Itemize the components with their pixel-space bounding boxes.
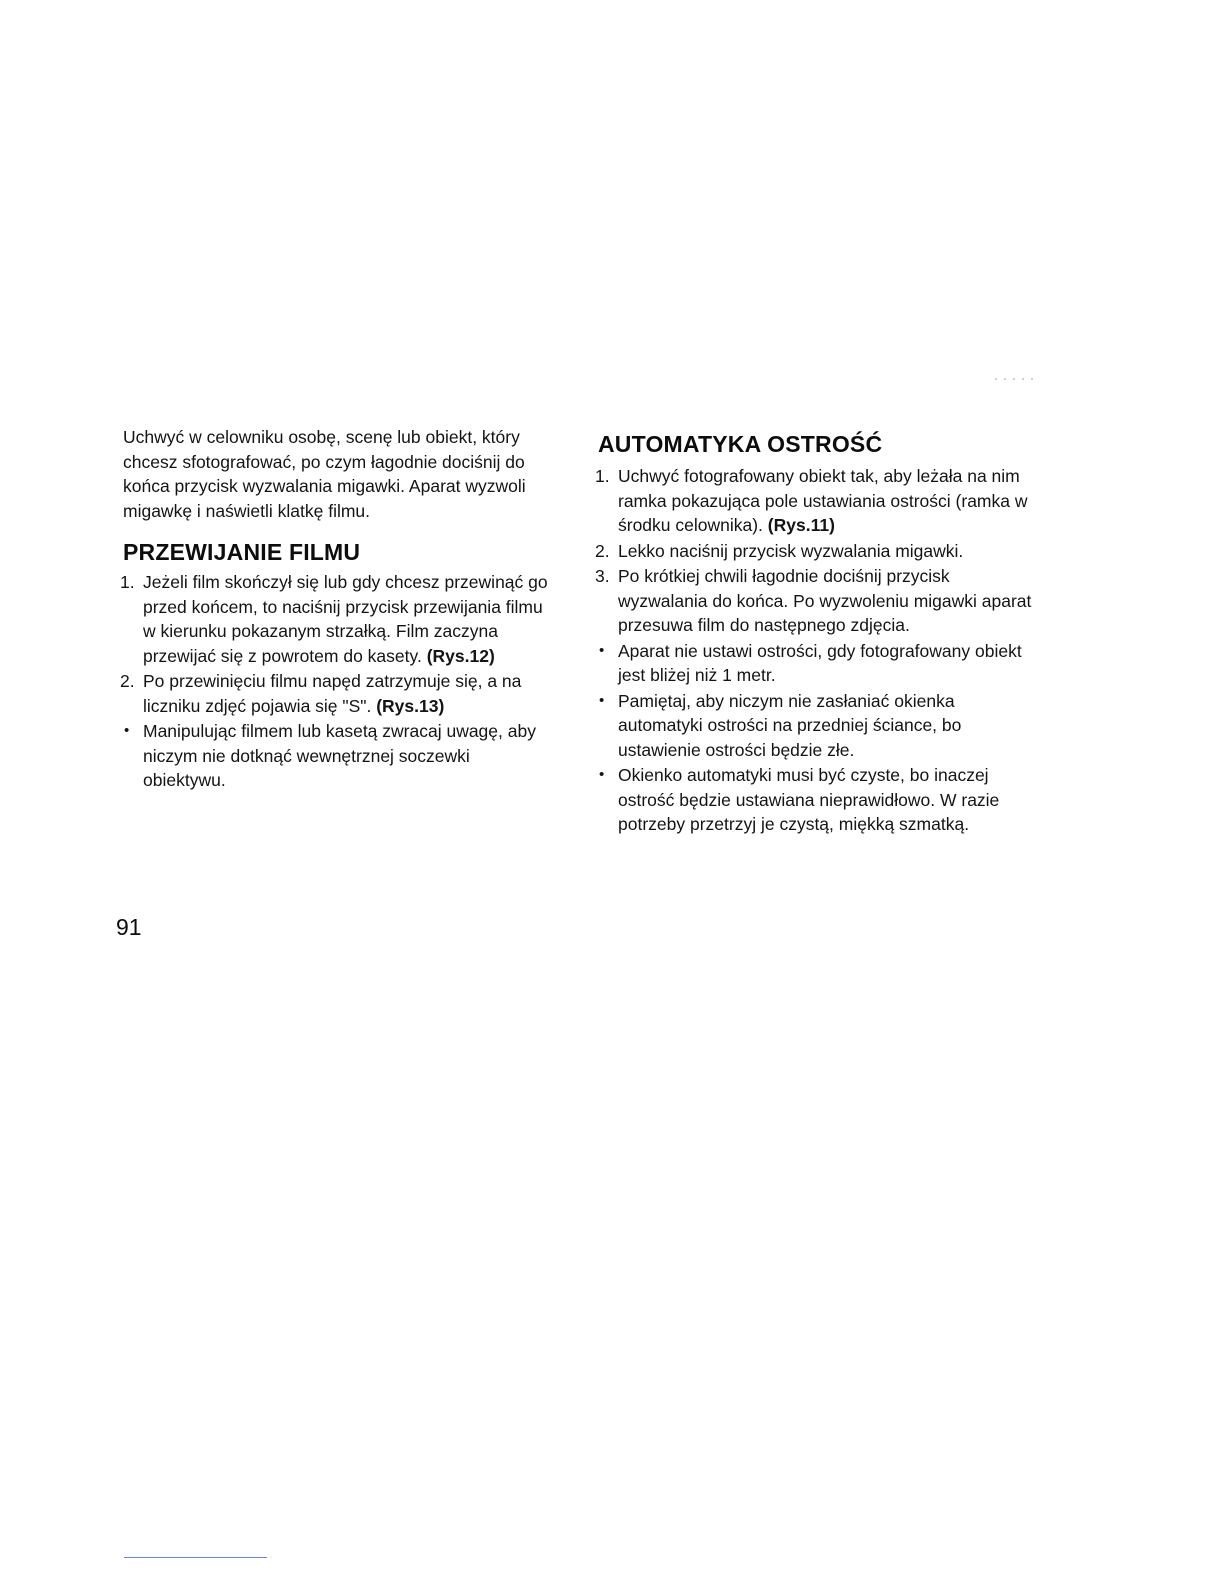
list-item-text: Po przewinięciu filmu napęd zatrzymuje się, a na liczniku zdjęć pojawia się "S". bbox=[143, 671, 522, 716]
rewind-list bbox=[120, 570, 553, 793]
list-item bbox=[595, 539, 1038, 564]
list-item-text: Pamiętaj, aby niczym nie zasłaniać okienka automatyki ostrości na przedniej ściance, bo ustawienie ostrości będzie złe. bbox=[618, 690, 962, 760]
intro-paragraph: Uchwyć w celowniku osobę, scenę lub obiekt, który chcesz sfotografować, po czym łagodnie dociśnij do końca przycisk wyzwalania migawki. Aparat wyzwoli migawkę i naświetli klatkę filmu. bbox=[123, 427, 526, 521]
section-heading-rewind: PRZEWIJANIE FILMU bbox=[123, 539, 361, 565]
left-column bbox=[120, 425, 553, 794]
list-item bbox=[595, 564, 1038, 638]
list-marker: 2. bbox=[120, 671, 135, 691]
list-item bbox=[120, 570, 553, 668]
list-item-text: Lekko naciśnij przycisk wyzwalania migawki. bbox=[618, 540, 964, 561]
figure-ref: (Rys.12) bbox=[426, 645, 495, 666]
bullet-icon: • bbox=[599, 766, 605, 783]
section-heading-autofocus: AUTOMATYKA OSTROŚĆ bbox=[598, 431, 883, 457]
bullet-icon: • bbox=[124, 722, 130, 739]
list-item bbox=[598, 763, 1038, 837]
list-item-text: Jeżeli film skończył się lub gdy chcesz przewinąć go przed końcem, to naciśnij przycisk przewijania filmu w kierunku pokazanym strzałką. Film zaczyna przewijać się z powrotem do kasety. bbox=[143, 572, 548, 666]
scan-dots bbox=[995, 378, 1037, 380]
list-item bbox=[595, 464, 1038, 538]
list-item-text: Aparat nie ustawi ostrości, gdy fotografowany obiekt jest bliżej niż 1 metr. bbox=[618, 640, 1022, 685]
list-marker: 1. bbox=[595, 466, 610, 486]
list-item bbox=[120, 669, 553, 718]
page-number: 91 bbox=[116, 914, 142, 940]
right-column bbox=[595, 426, 1038, 838]
bullet-icon: • bbox=[599, 691, 605, 709]
autofocus-list bbox=[595, 464, 1038, 837]
list-item-text: Uchwyć fotografowany obiekt tak, aby leżała na nim ramka pokazująca pole ustawiania ostrości (ramka w środku celownika). bbox=[618, 466, 1028, 535]
figure-ref: (Rys.11) bbox=[767, 515, 835, 535]
bullet-icon: • bbox=[599, 641, 605, 659]
list-item bbox=[123, 719, 553, 793]
list-marker: 2. bbox=[595, 540, 610, 561]
figure-ref: (Rys.13) bbox=[376, 695, 445, 716]
bottom-rule bbox=[124, 1557, 267, 1558]
list-item-text: Manipulując filmem lub kasetą zwracaj uwagę, aby niczym nie dotknąć wewnętrznej soczewki obiektywu. bbox=[143, 721, 536, 790]
list-item bbox=[598, 689, 1038, 763]
list-item-text: Okienko automatyki musi być czyste, bo inaczej ostrość będzie ustawiana nieprawidłowo. W razie potrzeby przetrzyj je czystą, miękką szmatką. bbox=[618, 765, 1000, 834]
list-item-text: Po krótkiej chwili łagodnie dociśnij przycisk wyzwalania do końca. Po wyzwoleniu migawki aparat przesuwa film do następnego zdjęcia. bbox=[618, 566, 1032, 635]
list-marker: 1. bbox=[120, 572, 135, 592]
list-item bbox=[598, 639, 1038, 688]
list-marker: 3. bbox=[595, 566, 610, 586]
